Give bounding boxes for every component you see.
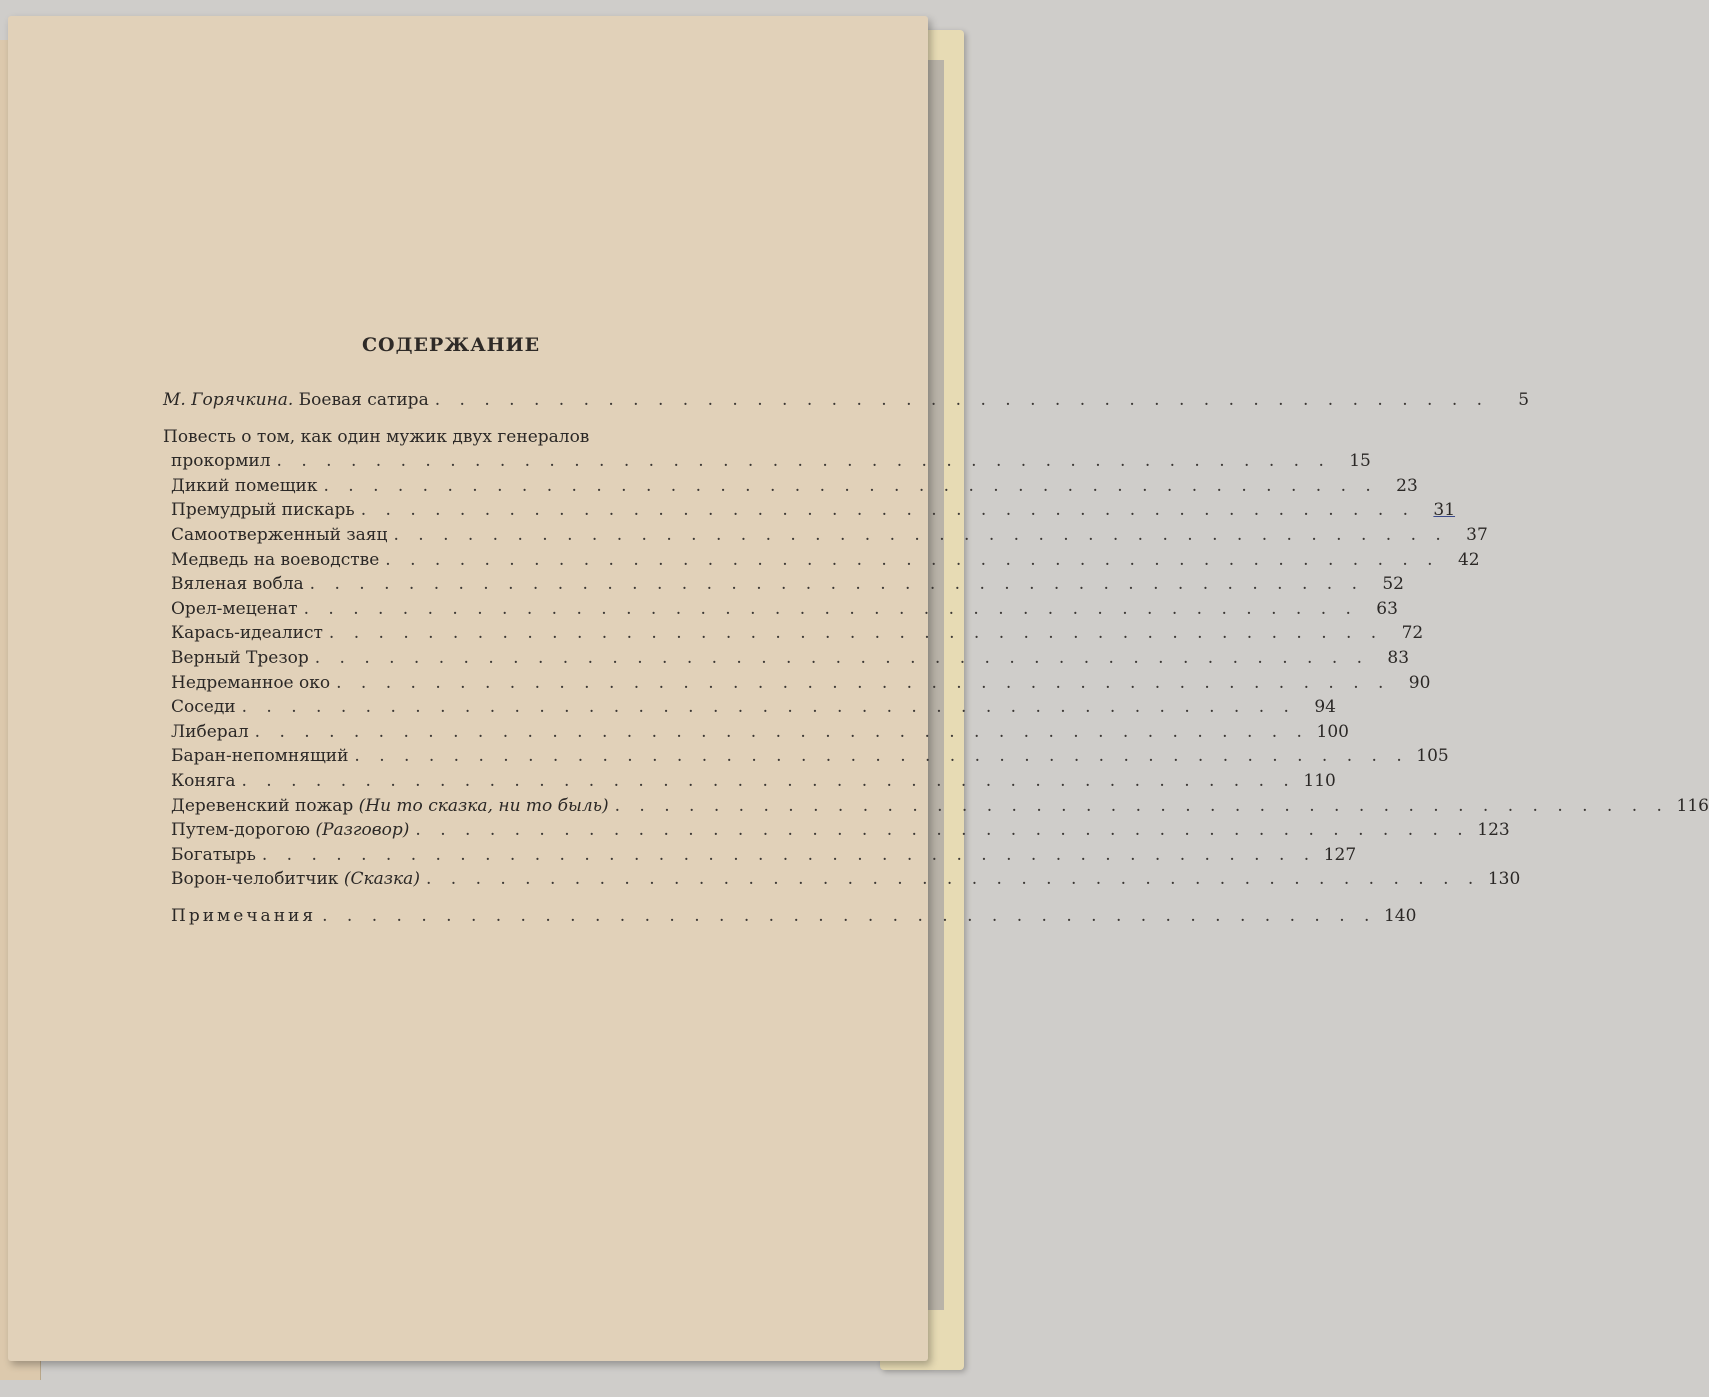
toc-intro-author: М. Горячкина. (163, 390, 294, 410)
leader-dots: . . . . . . . . . . . . . . . . . . . . . . . . . . . . . . . . . . . . . . . . . . . (614, 795, 1669, 816)
leader-dots: . . . . . . . . . . . . . . . . . . . . . . . . . . . . . . . . . . . . . . . . . . . (360, 500, 1416, 521)
toc-entry-title: Самоотверженный заяц (171, 524, 388, 545)
toc-entry-page: 52 (1382, 574, 1404, 595)
table-of-contents (163, 388, 1709, 928)
toc-entry-title: Медведь на воеводстве (171, 549, 380, 570)
toc-entry-title: Соседи (171, 697, 236, 718)
toc-notes-title: Примечания (171, 905, 317, 926)
toc-entry (163, 523, 1488, 548)
leader-dots: . . . . . . . . . . . . . . . . . . . . . . . . . . . . . . . . . . . . . . . . . . . (241, 770, 1296, 791)
toc-entry-page: 42 (1457, 549, 1480, 570)
toc-entry-page: 110 (1303, 770, 1336, 791)
leader-dots: . . . . . . . . . . . . . . . . . . . . . . . . . . . . . . . . . . . . . . . . . . . (434, 390, 1490, 410)
toc-entry-title: Верный Трезор (171, 647, 309, 668)
leader-dots: . . . . . . . . . . . . . . . . . . . . . . . . . . . . . . . . . . . . . . . . . . . (425, 869, 1481, 890)
toc-entry-page: 72 (1401, 623, 1424, 644)
page-title: СОДЕРЖАНИЕ (361, 334, 541, 356)
toc-entry-page: 130 (1487, 869, 1521, 890)
toc-entry (163, 867, 1521, 892)
toc-first-entry-line2 (163, 449, 1371, 474)
toc-entry (163, 695, 1336, 720)
toc-entry-page: 83 (1387, 647, 1410, 668)
toc-intro-label (163, 388, 429, 413)
toc-entry (163, 671, 1431, 696)
leader-dots: . . . . . . . . . . . . . . . . . . . . . . . . . . . . . . . . . . . . . . . . . . . (303, 598, 1358, 619)
leader-dots: . . . . . . . . . . . . . . . . . . . . . . . . . . . . . . . . . . . . . . . . . . . (309, 574, 1364, 595)
toc-entry-title: Богатырь (171, 844, 256, 865)
toc-entry-main-title: Путем-дорогою (171, 820, 311, 841)
toc-entry (163, 794, 1709, 819)
toc-first-entry-line1 (163, 425, 728, 450)
toc-entry-page: 31 (1433, 500, 1456, 521)
leader-dots: . . . . . . . . . . . . . . . . . . . . . . . . . . . . . . . . . . . . . . . . . . . (254, 721, 1309, 742)
toc-intro-page: 5 (1518, 390, 1530, 410)
leader-dots: . . . . . . . . . . . . . . . . . . . . . . . . . . . . . . . . . . . . . . . . . . . (415, 820, 1470, 841)
toc-entry-title: Либерал (171, 721, 249, 742)
toc-first-entry-title-line2: прокормил (171, 451, 271, 472)
toc-entry (163, 572, 1404, 597)
toc-entry-main-title: Деревенский пожар (171, 795, 354, 816)
leader-dots: . . . . . . . . . . . . . . . . . . . . . . . . . . . . . . . . . . . . . . . . . . . (336, 672, 1391, 693)
toc-entry-page: 127 (1323, 844, 1357, 865)
leader-dots: . . . . . . . . . . . . . . . . . . . . . . . . . . . . . . . . . . . . . . . . . . . (385, 549, 1440, 570)
toc-entry-subtitle: (Сказка) (343, 869, 420, 890)
toc-first-entry-title-line1: Повесть о том, как один мужик двух генералов (163, 426, 590, 447)
toc-entry-title: Недреманное око (171, 672, 331, 693)
toc-entry-title: Баран-непомнящий (171, 746, 349, 767)
leader-dots: . . . . . . . . . . . . . . . . . . . . . . . . . . . . . . . . . . . . . . . . . . . (314, 647, 1370, 668)
toc-intro-title: Боевая сатира (298, 390, 429, 410)
toc-entry-page: 63 (1376, 598, 1398, 619)
toc-entry-title (171, 867, 420, 892)
leader-dots: . . . . . . . . . . . . . . . . . . . . . . . . . . . . . . . . . . . . . . . . . . . (354, 746, 1409, 767)
leader-dots: . . . . . . . . . . . . . . . . . . . . . . . . . . . . . . . . . . . . . . . . . . . (276, 451, 1331, 472)
toc-entry-title: Орел-меценат (171, 598, 298, 619)
toc-entry-title: Карась-идеалист (171, 623, 323, 644)
toc-entry-title: Коняга (171, 770, 236, 791)
toc-intro-row (163, 388, 1530, 413)
toc-entry-subtitle: (Ни то сказка, ни то быль) (358, 795, 609, 816)
toc-entry-title: Дикий помещик (171, 475, 318, 496)
toc-entry (163, 474, 1418, 499)
toc-entry-page: 23 (1396, 475, 1418, 496)
toc-entry (163, 769, 1336, 794)
toc-entry-title (171, 794, 609, 819)
leader-dots: . . . . . . . . . . . . . . . . . . . . . . . . . . . . . . . . . . . . . . . . . . . (241, 697, 1296, 718)
toc-entry (163, 744, 1449, 769)
book-page (8, 16, 1709, 1361)
toc-entry-page: 94 (1314, 697, 1336, 718)
toc-entry-page: 123 (1477, 820, 1510, 841)
toc-entry (163, 498, 1456, 523)
toc-entry (163, 597, 1398, 622)
toc-entry-page: 90 (1408, 672, 1431, 693)
toc-entry-page: 105 (1416, 746, 1449, 767)
toc-notes-page: 140 (1383, 905, 1417, 926)
spacer (163, 892, 728, 904)
toc-entry-subtitle: (Разговор) (315, 820, 410, 841)
toc-entry (163, 818, 1510, 843)
toc-entry-title (171, 818, 409, 843)
toc-entry-page: 116 (1676, 795, 1709, 816)
toc-notes-row (163, 904, 1417, 929)
leader-dots: . . . . . . . . . . . . . . . . . . . . . . . . . . . . . . . . . . . . . . . . . . . (328, 623, 1384, 644)
leader-dots: . . . . . . . . . . . . . . . . . . . . . . . . . . . . . . . . . . . . . . . . . . . (393, 524, 1448, 545)
toc-entry (163, 548, 1480, 573)
toc-entry-page: 37 (1466, 524, 1488, 545)
toc-entry (163, 621, 1424, 646)
leader-dots: . . . . . . . . . . . . . . . . . . . . . . . . . . . . . . . . . . . . . . . . . . . (322, 905, 1377, 926)
toc-entry (163, 843, 1357, 868)
leader-dots: . . . . . . . . . . . . . . . . . . . . . . . . . . . . . . . . . . . . . . . . . . . (323, 475, 1378, 496)
toc-entry (163, 646, 1410, 671)
toc-entry-main-title: Ворон-челобитчик (171, 869, 339, 890)
toc-first-entry-page: 15 (1349, 451, 1371, 472)
toc-entry-page: 100 (1316, 721, 1349, 742)
toc-entry-title: Вяленая вобла (171, 574, 304, 595)
spacer (163, 413, 728, 425)
toc-entry-title: Премудрый пискарь (171, 500, 355, 521)
toc-entry (163, 720, 1349, 745)
leader-dots: . . . . . . . . . . . . . . . . . . . . . . . . . . . . . . . . . . . . . . . . . . . (261, 844, 1317, 865)
